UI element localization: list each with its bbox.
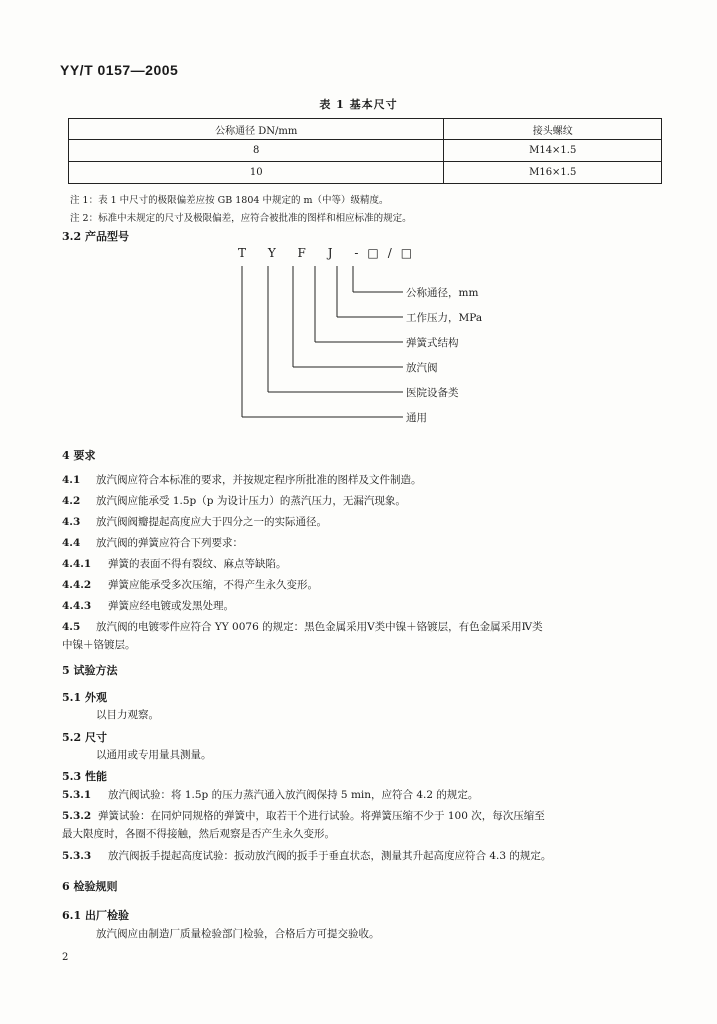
section-5-2-title: 5.2 尺寸 [62, 731, 107, 744]
clause-text: 放汽阀阀瓣提起高度应大于四分之一的实际通径。 [96, 516, 327, 528]
model-code-lines [220, 246, 520, 436]
section-5-3-title: 5.3 性能 [62, 770, 107, 783]
section-6-title: 6 检验规则 [62, 880, 118, 893]
clause-text: 弹簧应经电镀或发黑处理。 [108, 600, 234, 612]
clause-number: 4.1 [62, 474, 81, 486]
model-code: T Y F J -□/□ [238, 246, 422, 260]
clause-text: 放汽阀试验：将 1.5p 的压力蒸汽通入放汽阀保持 5 min，应符合 4.2 的规定。 [108, 789, 479, 801]
table-cell: 10 [69, 162, 444, 184]
note-2: 注 2：标准中未规定的尺寸及极限偏差，应符合被批准的图样和相应标准的规定。 [70, 213, 412, 224]
section-5-1-title: 5.1 外观 [62, 691, 107, 704]
section-3-2-title: 3.2 产品型号 [62, 230, 129, 243]
label-spring-structure: 弹簧式结构 [406, 337, 459, 349]
model-code-diagram [220, 246, 520, 436]
clause-5-3-2-continued: 最大限度时，各圈不得接触，然后观察是否产生永久变形。 [62, 828, 335, 840]
clause-number: 4.4.3 [62, 600, 92, 612]
clause-number: 4.4.2 [62, 579, 92, 591]
clause-text: 放汽阀的电镀零件应符合 YY 0076 的规定：黑色金属采用Ⅴ类中镍＋铬镀层，有色金属采用Ⅳ类 [96, 621, 543, 633]
label-nominal-diameter: 公称通径，mm [406, 287, 479, 299]
label-steam-valve: 放汽阀 [406, 362, 438, 374]
clause-number: 4.3 [62, 516, 81, 528]
clause-5-3-3 [62, 849, 662, 863]
clause-number: 5.3.1 [62, 789, 92, 801]
col-nominal-diameter: 公称通径 DN/mm [69, 119, 444, 140]
table-row [69, 140, 662, 162]
page-number: 2 [62, 952, 69, 963]
clause-number: 5.3.2 [62, 810, 92, 822]
clause-4-4-2 [62, 578, 318, 592]
clause-text: 放汽阀应能承受 1.5p（p 为设计压力）的蒸汽压力，无漏汽现象。 [96, 495, 406, 507]
clause-4-1 [62, 473, 422, 487]
table-header-row [69, 119, 662, 140]
clause-4-2 [62, 494, 406, 508]
clause-number: 5.3.3 [62, 850, 92, 862]
col-connector-thread: 接头螺纹 [444, 119, 662, 140]
clause-text: 弹簧试验：在同炉同规格的弹簧中，取若干个进行试验。将弹簧压缩不少于 100 次，每次压缩至 [98, 810, 545, 822]
clause-text: 放汽阀扳手提起高度试验：扳动放汽阀的扳手于垂直状态，测量其升起高度应符合 4.3 的规定。 [108, 850, 552, 862]
clause-text: 弹簧的表面不得有裂纹、麻点等缺陷。 [108, 558, 287, 570]
table-cell: 8 [69, 140, 444, 162]
clause-number: 4.4 [62, 537, 81, 549]
clause-5-3-2 [62, 809, 662, 823]
table-cell: M14×1.5 [444, 140, 662, 162]
clause-4-5 [62, 620, 662, 634]
section-4-title: 4 要求 [62, 449, 96, 462]
clause-text: 放汽阀应符合本标准的要求，并按规定程序所批准的图样及文件制造。 [96, 474, 422, 486]
section-5-1-text: 以目力观察。 [96, 709, 159, 721]
table-caption: 表 1 基本尺寸 [319, 98, 398, 111]
clause-5-3-1 [62, 788, 478, 802]
basic-dimensions-table [68, 118, 662, 184]
note-1: 注 1：表 1 中尺寸的极限偏差应按 GB 1804 中规定的 m（中等）级精度。 [70, 195, 389, 206]
table-row [69, 162, 662, 184]
section-6-1-title: 6.1 出厂检验 [62, 909, 129, 922]
clause-4-5-continued: 中镍＋铬镀层。 [62, 639, 136, 651]
section-5-title: 5 试验方法 [62, 664, 118, 677]
clause-number: 4.5 [62, 621, 81, 633]
table-cell: M16×1.5 [444, 162, 662, 184]
label-general: 通用 [406, 412, 427, 424]
clause-4-4 [62, 536, 243, 550]
clause-4-3 [62, 515, 327, 529]
doc-header: YY/T 0157—2005 [60, 62, 179, 78]
label-working-pressure: 工作压力，MPa [406, 312, 483, 324]
section-6-1-text: 放汽阀应由制造厂质量检验部门检验，合格后方可提交验收。 [96, 928, 380, 940]
clause-text: 弹簧应能承受多次压缩，不得产生永久变形。 [108, 579, 318, 591]
clause-number: 4.4.1 [62, 558, 92, 570]
clause-4-4-3 [62, 599, 234, 613]
clause-text: 放汽阀的弹簧应符合下列要求： [96, 537, 243, 549]
clause-4-4-1 [62, 557, 287, 571]
clause-number: 4.2 [62, 495, 81, 507]
label-hospital-equipment: 医院设备类 [406, 387, 459, 399]
section-5-2-text: 以通用或专用量具测量。 [96, 749, 212, 761]
